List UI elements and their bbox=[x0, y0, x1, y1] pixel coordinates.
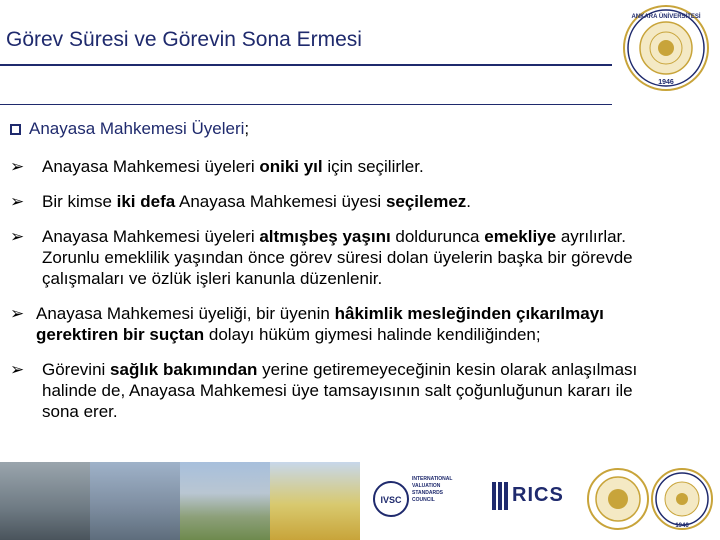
footer-banner bbox=[0, 462, 720, 540]
university-seal-small-icon bbox=[650, 464, 714, 534]
item-text: yerine getiremeyeceğinin kesin olarak anlaşılması halinde de, Anayasa Mahkemesi üye tamsayısının salt çoğunluğunun kararı ile sona erer. bbox=[42, 360, 638, 421]
heading-text: Anayasa Mahkemesi Üyeleri bbox=[29, 119, 245, 138]
ivsc-logo-icon bbox=[372, 477, 410, 523]
arrow-bullet-icon: ➢ bbox=[10, 192, 25, 211]
list-item bbox=[10, 303, 670, 345]
item-text: . bbox=[466, 192, 472, 211]
seal-text-top: ANKARA ÜNİVERSİTESİ bbox=[631, 14, 701, 20]
item-bold: hâkimlik mesleğinden çıkarılmayı gerektiren bir suçtan bbox=[36, 304, 604, 344]
forest-photo bbox=[180, 462, 270, 540]
item-text: ayrılırlar. Zorunlu emeklilik yaşından önce görev süresi dolan üyelerin başka bir görevde çalışmaları ve özlük işleri kanunla düzenlenir. bbox=[42, 227, 633, 288]
item-text: Anayasa Mahkemesi üyeleri bbox=[42, 227, 260, 246]
ivsc-label: IVSC bbox=[380, 495, 402, 505]
university-seal-logo bbox=[622, 4, 710, 92]
item-text: Anayasa Mahkemesi üyesi bbox=[175, 192, 386, 211]
item-text: Bir kimse bbox=[42, 192, 117, 211]
rics-emblem-icon bbox=[490, 478, 512, 514]
item-text: Anayasa Mahkemesi üyeleri bbox=[42, 157, 260, 176]
item-bold: altmışbeş yaşını bbox=[259, 227, 391, 246]
square-bullet-icon bbox=[10, 124, 21, 135]
item-text: doldurunca bbox=[390, 227, 485, 246]
arrow-bullet-icon: ➢ bbox=[10, 360, 25, 379]
item-text: dolayı hüküm giymesi halinde kendiliğinden; bbox=[204, 325, 541, 344]
field-photo bbox=[270, 462, 360, 540]
skyscraper-photo bbox=[0, 462, 90, 540]
slide-content bbox=[10, 118, 670, 436]
city-photo bbox=[90, 462, 180, 540]
item-bold: sağlık bakımından bbox=[110, 360, 258, 379]
item-bold: emekliye bbox=[484, 227, 557, 246]
rics-logo-text: RICS bbox=[512, 484, 564, 506]
heading-suffix: ; bbox=[244, 119, 250, 138]
photo-strip bbox=[0, 462, 360, 540]
list-item bbox=[10, 156, 670, 177]
item-text: için seçilirler. bbox=[322, 157, 424, 176]
list-item bbox=[10, 191, 670, 212]
item-bold: seçilemez bbox=[385, 192, 467, 211]
title-rule-bottom bbox=[0, 104, 612, 105]
arrow-bullet-icon: ➢ bbox=[10, 157, 25, 176]
list-item bbox=[10, 226, 670, 289]
item-bold: iki defa bbox=[116, 192, 176, 211]
title-rule-top bbox=[0, 64, 612, 66]
arrow-bullet-icon: ➢ bbox=[10, 304, 25, 323]
arrow-bullet-icon: ➢ bbox=[10, 227, 25, 246]
section-heading bbox=[10, 118, 670, 139]
seal-year: 1946 bbox=[658, 79, 674, 86]
item-bold: oniki yıl bbox=[259, 157, 323, 176]
gold-seal-icon bbox=[586, 464, 650, 534]
item-text: Anayasa Mahkemesi üyeliği, bir üyenin bbox=[36, 304, 335, 323]
list-item bbox=[10, 359, 670, 422]
item-text: Görevini bbox=[42, 360, 111, 379]
page-title: Görev Süresi ve Görevin Sona Ermesi bbox=[6, 28, 362, 51]
seal-year-small: 1946 bbox=[675, 523, 689, 529]
ivsc-caption: INTERNATIONAL VALUATION STANDARDS COUNCIL bbox=[412, 476, 453, 503]
